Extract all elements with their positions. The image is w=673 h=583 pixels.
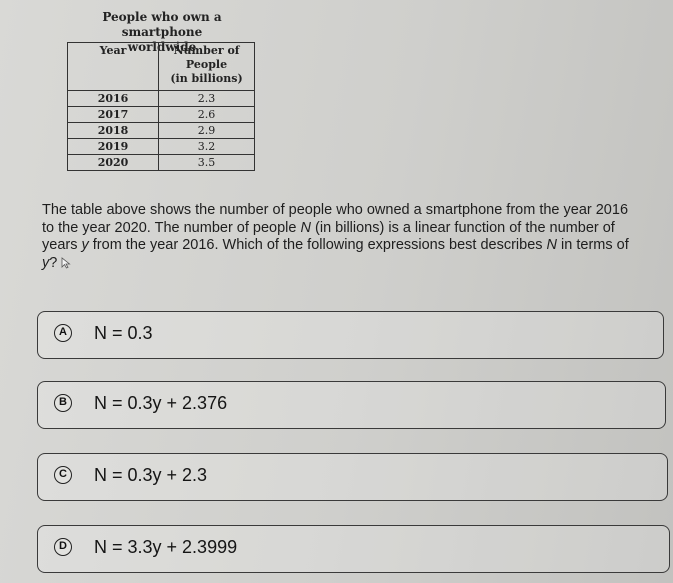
- table-row: [68, 139, 255, 155]
- smartphone-data-table: [67, 42, 255, 171]
- cell-year: 2017: [68, 107, 159, 123]
- cell-value: 2.9: [159, 123, 255, 139]
- question-part-1: The table above shows the number of people who owned a smartphone from the year 2016 to the year 2020. The number of people: [42, 202, 629, 236]
- question-var-n: N: [546, 237, 558, 253]
- cell-value: 3.5: [159, 155, 255, 171]
- choice-c[interactable]: [37, 453, 668, 501]
- table-header-row: [68, 43, 255, 91]
- cell-year: 2016: [68, 91, 159, 107]
- header-people-line-1: Number of: [173, 44, 240, 57]
- choice-a[interactable]: [37, 311, 664, 359]
- question-part-4: in terms of: [557, 237, 629, 253]
- cell-value: 3.2: [159, 139, 255, 155]
- choice-a-letter-badge: A: [54, 324, 72, 342]
- choice-b-text: N = 0.3y + 2.376: [94, 393, 228, 413]
- table-title-line-2: worldwide: [127, 40, 197, 54]
- choice-c-text: N = 0.3y + 2.3: [94, 465, 208, 485]
- mouse-pointer-icon: [61, 257, 71, 269]
- table-row: [68, 123, 255, 139]
- table-row: [68, 91, 255, 107]
- choice-b-letter-badge: B: [54, 394, 72, 412]
- choice-d[interactable]: [37, 525, 670, 573]
- table-row: [68, 107, 255, 123]
- question-var-y: y: [81, 237, 89, 253]
- choice-c-letter-badge: C: [54, 466, 72, 484]
- choice-d-letter-badge: D: [54, 538, 72, 556]
- question-part-2: (in billions) is a linear function of the number of years: [42, 219, 615, 253]
- question-part-5: ?: [49, 254, 58, 271]
- table-row: [68, 155, 255, 171]
- question-var-n: N: [300, 219, 311, 236]
- cell-value: 2.3: [159, 91, 255, 107]
- choice-a-text: N = 0.3: [94, 323, 153, 343]
- header-people-line-2: People: [185, 58, 228, 71]
- choice-b[interactable]: [37, 381, 666, 429]
- cell-value: 2.6: [159, 107, 255, 123]
- question-part-3: from the year 2016. Which of the following expressions best describes: [88, 237, 547, 253]
- cell-year: 2018: [68, 123, 159, 139]
- choice-d-text: N = 3.3y + 2.3999: [94, 537, 238, 557]
- cell-year: 2020: [68, 155, 159, 171]
- question-text: [42, 202, 632, 272]
- table-title-line-1: People who own a smartphone: [102, 10, 222, 39]
- question-var-y: y: [42, 254, 50, 271]
- cell-year: 2019: [68, 139, 159, 155]
- header-people-line-3: (in billions): [170, 72, 243, 85]
- header-people: [159, 43, 255, 91]
- header-year: Year: [68, 43, 159, 91]
